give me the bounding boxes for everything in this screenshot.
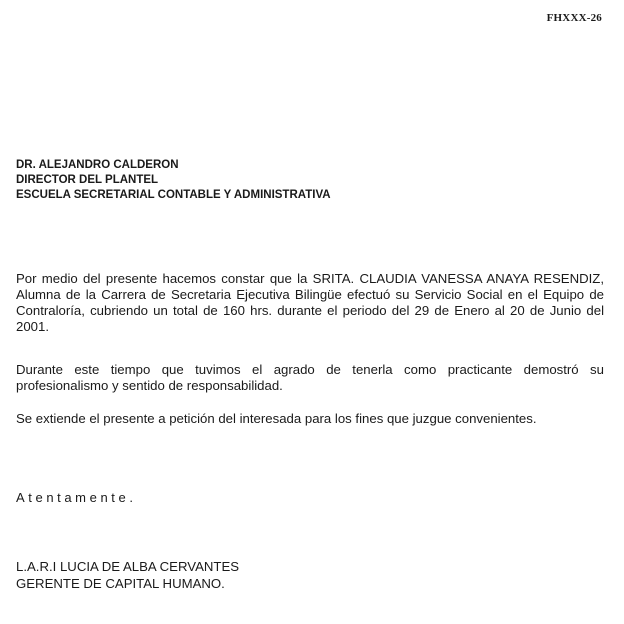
recipient-block	[16, 158, 331, 203]
recipient-title: DIRECTOR DEL PLANTEL	[16, 174, 159, 186]
body-paragraph-2: Durante este tiempo que tuvimos el agrado de tenerla como practicante demostró su profesionalismo y sentido de responsabilidad.	[16, 362, 604, 393]
signature-block	[16, 558, 239, 592]
signatory-name: L.A.R.I LUCIA DE ALBA CERVANTES	[16, 559, 240, 574]
body-paragraph-1: Por medio del presente hacemos constar que la SRITA. CLAUDIA VANESSA ANAYA RESENDIZ, Alumna de la Carrera de Secretaria Ejecutiva Bilingüe efectuó su Servicio Social en el Equipo de Contraloría, cubriendo un total de 160 hrs. durante el periodo del 29 de Enero al 20 de Junio del 2001.	[16, 271, 604, 334]
signatory-title: GERENTE DE CAPITAL HUMANO.	[16, 576, 225, 591]
closing-salutation: Atentamente.	[16, 490, 137, 505]
recipient-name: DR. ALEJANDRO CALDERON	[16, 159, 179, 171]
recipient-institution: ESCUELA SECRETARIAL CONTABLE Y ADMINISTRATIVA	[16, 189, 331, 201]
body-paragraph-3: Se extiende el presente a petición del interesada para los fines que juzgue convenientes.	[16, 411, 537, 426]
document-code: FHXXX-26	[546, 12, 602, 24]
